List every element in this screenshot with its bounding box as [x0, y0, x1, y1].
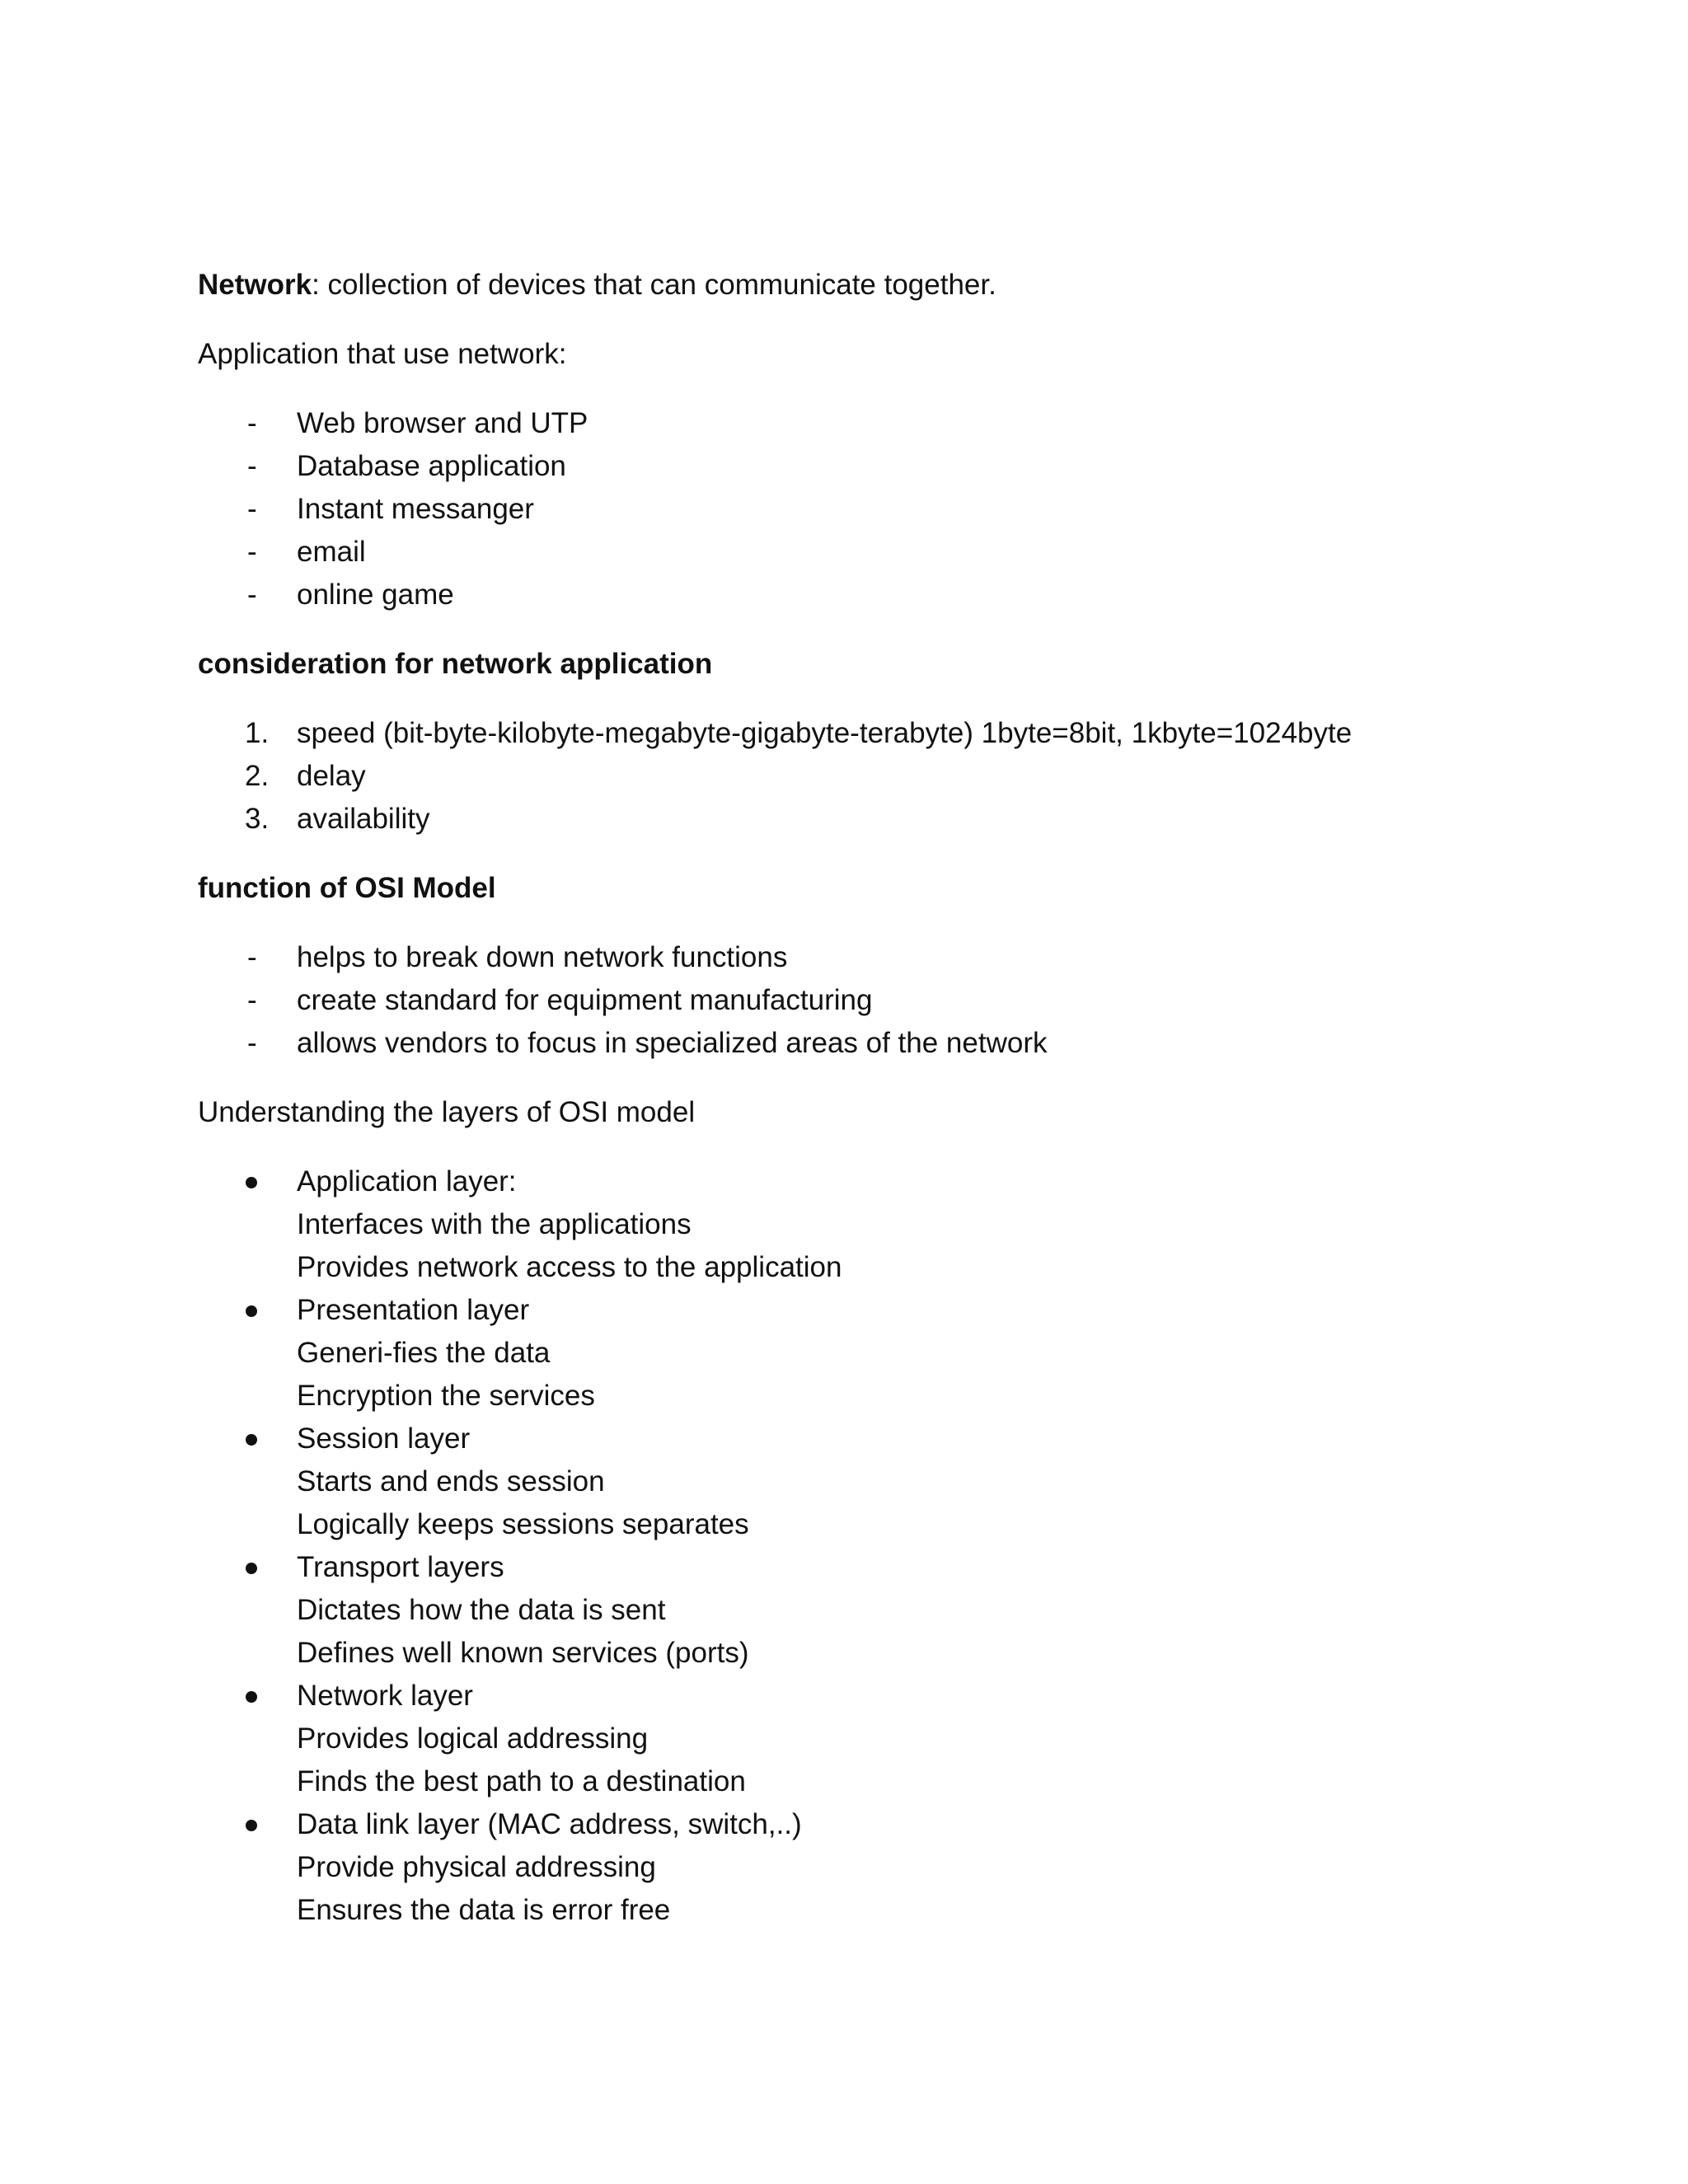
- dash-marker: -: [247, 984, 257, 1016]
- list-item: - helps to break down network functions: [198, 936, 1517, 979]
- number-marker: 3.: [245, 803, 270, 835]
- consideration-heading: consideration for network application: [198, 648, 713, 680]
- list-item: - online game: [198, 574, 1517, 616]
- layer-detail: Ensures the data is error free: [297, 1894, 671, 1926]
- list-item: 3. availability: [198, 798, 1517, 841]
- osi-function-heading: function of OSI Model: [198, 872, 496, 904]
- layer-detail: Provides network access to the application: [297, 1251, 842, 1283]
- bullet-icon: [246, 1434, 257, 1446]
- network-term: Network: [198, 269, 312, 301]
- bullet-icon: [246, 1177, 257, 1188]
- layer-detail: Encryption the services: [297, 1380, 595, 1412]
- list-item: - email: [198, 531, 1517, 574]
- layer-detail: Interfaces with the applications: [297, 1208, 692, 1240]
- layers-heading: Understanding the layers of OSI model: [198, 1096, 696, 1128]
- apps-list: [198, 402, 1517, 616]
- considerations-list: [198, 712, 1517, 841]
- list-item: [198, 1546, 1517, 1675]
- layer-title: Session layer: [297, 1422, 471, 1455]
- layer-detail: Provide physical addressing: [297, 1851, 656, 1883]
- dash-marker: -: [247, 407, 257, 439]
- apps-heading: Application that use network:: [198, 338, 567, 370]
- list-item: - Instant messanger: [198, 488, 1517, 531]
- layer-detail: Provides logical addressing: [297, 1722, 649, 1755]
- layer-detail: Starts and ends session: [297, 1465, 605, 1497]
- layer-detail: Finds the best path to a destination: [297, 1765, 746, 1797]
- layers-list: [198, 1160, 1517, 1932]
- list-item: [198, 1160, 1517, 1289]
- osi-functions-list: [198, 936, 1517, 1065]
- layer-detail: Logically keeps sessions separates: [297, 1508, 749, 1540]
- dash-marker: -: [247, 450, 257, 482]
- list-item: 1. speed (bit-byte-kilobyte-megabyte-gigabyte-terabyte) 1byte=8bit, 1kbyte=1024byte: [198, 712, 1517, 755]
- dash-marker: -: [247, 941, 257, 973]
- network-definition: [198, 264, 1517, 307]
- number-marker: 1.: [245, 717, 270, 749]
- layer-title: Network layer: [297, 1680, 473, 1712]
- layer-title: Data link layer (MAC address, switch,..): [297, 1808, 802, 1840]
- list-item: - Web browser and UTP: [198, 402, 1517, 445]
- bullet-icon: [246, 1820, 257, 1831]
- list-item: - create standard for equipment manufacturing: [198, 979, 1517, 1022]
- dash-marker: -: [247, 493, 257, 525]
- document-body: [198, 264, 1517, 1958]
- list-item: [198, 1803, 1517, 1932]
- list-item: [198, 1418, 1517, 1546]
- list-item: - allows vendors to focus in specialized areas of the network: [198, 1022, 1517, 1065]
- layer-title: Application layer:: [297, 1165, 517, 1197]
- layer-title: Transport layers: [297, 1551, 504, 1583]
- bullet-icon: [246, 1563, 257, 1574]
- list-item: [198, 1675, 1517, 1803]
- layer-detail: Generi-fies the data: [297, 1337, 551, 1369]
- dash-marker: -: [247, 579, 257, 611]
- bullet-icon: [246, 1691, 257, 1703]
- number-marker: 2.: [245, 760, 270, 792]
- bullet-icon: [246, 1305, 257, 1317]
- dash-marker: -: [247, 536, 257, 568]
- network-definition-text: : collection of devices that can communicate together.: [312, 269, 996, 301]
- layer-title: Presentation layer: [297, 1294, 530, 1326]
- layer-detail: Defines well known services (ports): [297, 1637, 749, 1669]
- list-item: 2. delay: [198, 755, 1517, 798]
- dash-marker: -: [247, 1027, 257, 1059]
- layer-detail: Dictates how the data is sent: [297, 1594, 666, 1626]
- list-item: [198, 1289, 1517, 1418]
- list-item: - Database application: [198, 445, 1517, 488]
